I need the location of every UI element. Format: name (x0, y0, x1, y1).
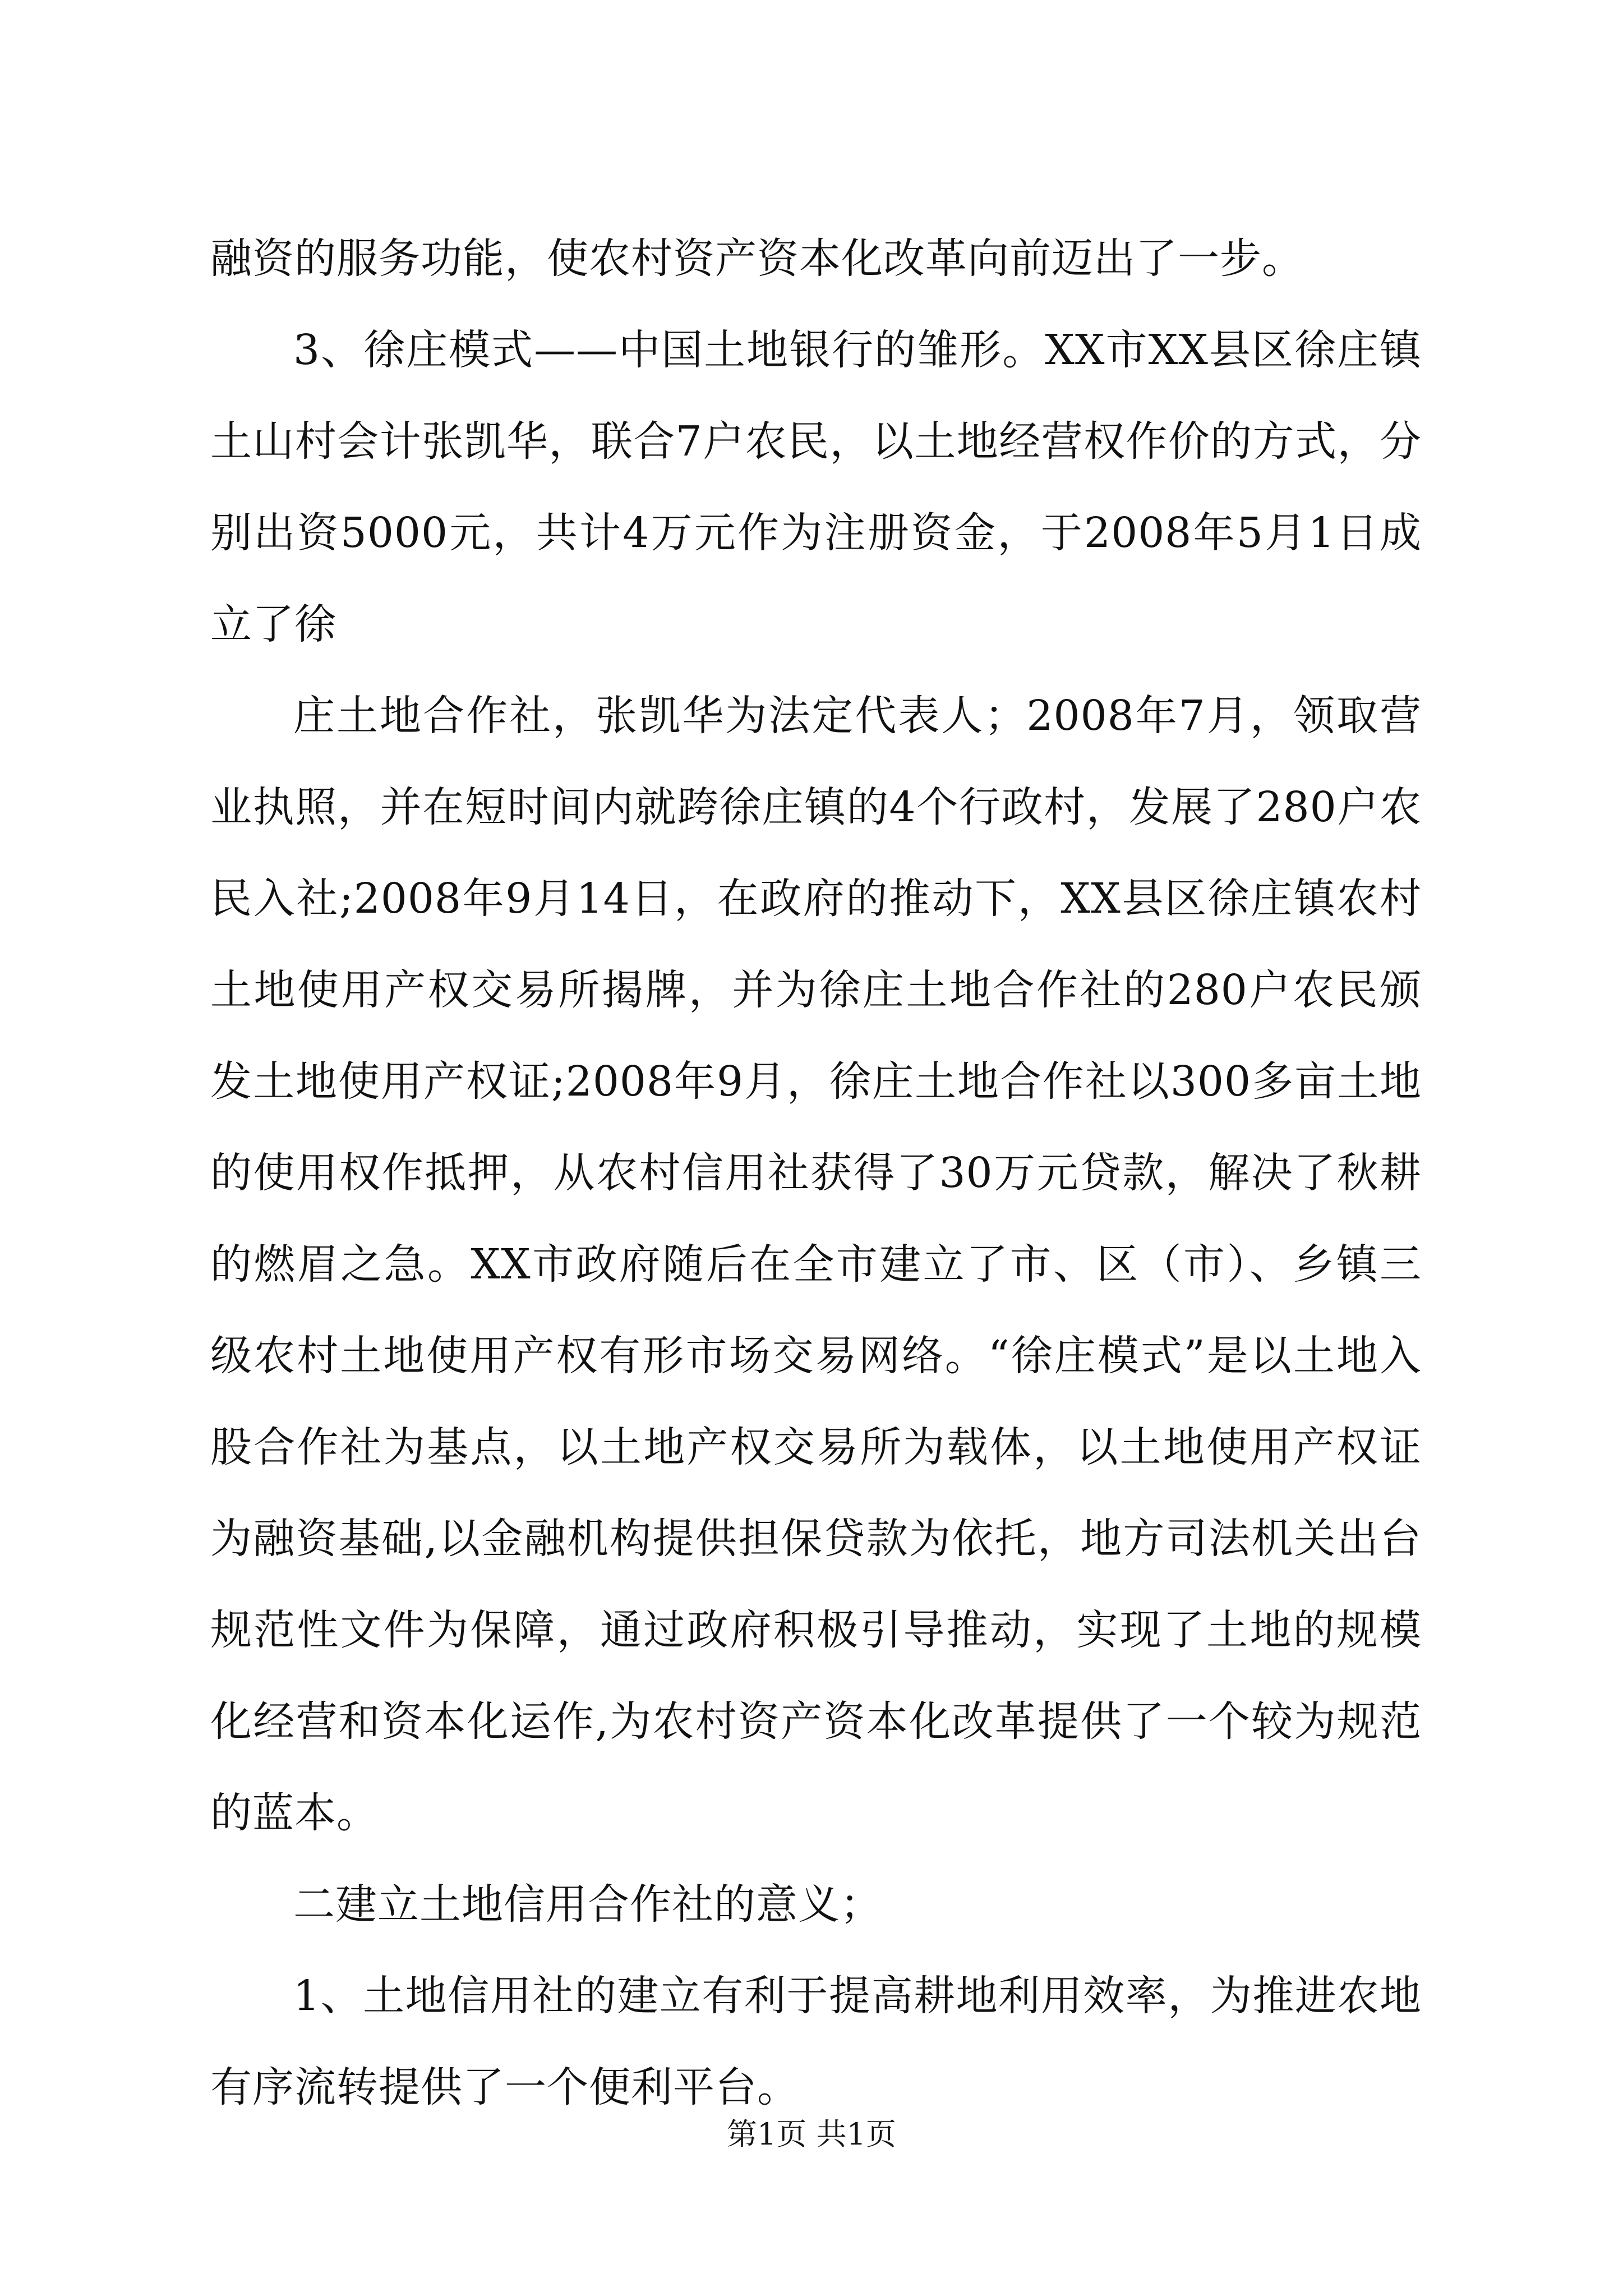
paragraph-5: 1、土地信用社的建立有利于提高耕地利用效率，为推进农地有序流转提供了一个便利平台。 (210, 1972, 1422, 2111)
paragraph-3: 庄土地合作社，张凯华为法定代表人；2008年7月，领取营业执照，并在短时间内就跨徐庄镇的4个行政村，发展了280户农民入社;2008年9月14日，在政府的推动下，XX县区徐庄镇农村土地使用产权交易所揭牌，并为徐庄土地合作社的280户农民颁发土地使用产权证;2008年9月，徐庄土地合作社以300多亩土地的使用权作抵押，从农村信用社获得了30万元贷款，解决了秋耕的燃眉之急。XX市政府随后在全市建立了市、区（市）、乡镇三级农村土地使用产权有形市场交易网络。“徐庄模式”是以土地入股合作社为基点，以土地产权交易所为载体，以土地使用产权证为融资基础,以金融机构提供担保贷款为依托，地方司法机关出台规范性文件为保障，通过政府积极引导推动，实现了土地的规模化经营和资本化运作,为农村资产资本化改革提供了一个较为规范的蓝本。 (210, 692, 1422, 1837)
paragraph-1: 融资的服务功能，使农村资产资本化改革向前迈出了一步。 (210, 234, 1304, 283)
paragraph-4: 二建立土地信用合作社的意义； (293, 1880, 882, 1929)
document-body (210, 213, 1422, 2133)
page-footer: 第1页 共1页 (727, 2116, 896, 2152)
paragraph-2: 3、徐庄模式——中国土地银行的雏形。XX市XX县区徐庄镇土山村会计张凯华，联合7户农民，以土地经营权作价的方式，分别出资5000元，共计4万元作为注册资金，于2008年5月1日成立了徐 (210, 326, 1422, 648)
